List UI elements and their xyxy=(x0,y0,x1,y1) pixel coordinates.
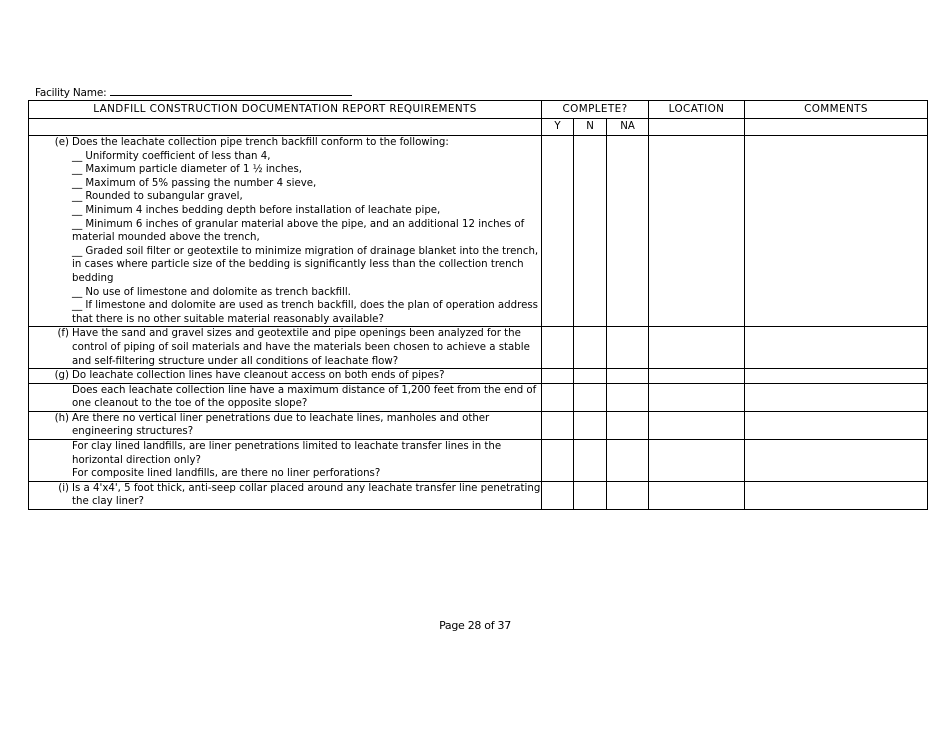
requirement-question xyxy=(72,412,541,439)
requirement-question xyxy=(72,384,541,411)
requirement-line: For clay lined landfills, are liner penetrations limited to leachate transfer lines in the horizontal direction only? xyxy=(72,441,502,466)
requirement-line: Are there no vertical liner penetrations due to leachate lines, manholes and other engineering structures? xyxy=(72,412,490,438)
requirement-line: Is a 4'x4', 5 foot thick, anti-seep collar placed around any leachate transfer line penetrating the clay liner? xyxy=(72,482,541,508)
requirement-question xyxy=(72,440,541,481)
requirement-row xyxy=(29,383,928,411)
complete-y-cell[interactable] xyxy=(542,481,574,509)
subheader-blank xyxy=(29,119,542,136)
requirement-question xyxy=(72,482,541,509)
requirement-text-cell xyxy=(29,327,542,369)
requirement-text-cell xyxy=(29,411,542,439)
complete-y-header: Y xyxy=(542,119,574,136)
comments-cell[interactable] xyxy=(745,411,928,439)
requirement-line: __ Minimum 4 inches bedding depth before installation of leachate pipe, xyxy=(72,204,441,216)
page-number: Page 28 of 37 xyxy=(439,619,511,632)
requirement-line: For composite lined landfills, are there no liner perforations? xyxy=(72,468,381,480)
requirement-row xyxy=(29,481,928,509)
complete-n-cell[interactable] xyxy=(574,481,607,509)
requirement-row xyxy=(29,327,928,369)
comments-cell[interactable] xyxy=(745,369,928,384)
location-cell[interactable] xyxy=(649,327,745,369)
comments-header: COMMENTS xyxy=(745,101,928,119)
requirement-line: Does each leachate collection line have a maximum distance of 1,200 feet from the end of one cleanout to the toe of the opposite slope? xyxy=(72,384,537,410)
requirement-question xyxy=(72,327,541,368)
complete-y-cell[interactable] xyxy=(542,136,574,327)
requirement-line: __ Rounded to subangular gravel, xyxy=(72,191,243,203)
complete-n-cell[interactable] xyxy=(574,440,607,482)
facility-name-field xyxy=(35,86,352,99)
complete-n-cell[interactable] xyxy=(574,383,607,411)
requirement-text-cell xyxy=(29,136,542,327)
facility-name-label: Facility Name: xyxy=(35,87,107,99)
complete-n-cell[interactable] xyxy=(574,369,607,384)
requirement-row xyxy=(29,440,928,482)
comments-cell[interactable] xyxy=(745,136,928,327)
requirement-line: __ Graded soil filter or geotextile to minimize migration of drainage blanket into the trench, in cases where particle size of the bedding is significantly less than the collection trench bedding xyxy=(72,245,539,284)
requirement-row xyxy=(29,369,928,384)
requirement-label: (e) xyxy=(54,137,69,148)
requirement-row xyxy=(29,136,928,327)
requirement-line: Does the leachate collection pipe trench backfill conform to the following: xyxy=(72,137,449,148)
complete-na-cell[interactable] xyxy=(607,411,649,439)
complete-na-header: NA xyxy=(607,119,649,136)
requirement-label: (f) xyxy=(57,328,69,340)
header-row xyxy=(29,101,928,119)
location-cell[interactable] xyxy=(649,481,745,509)
comments-cell[interactable] xyxy=(745,383,928,411)
complete-y-cell[interactable] xyxy=(542,327,574,369)
requirement-line: Have the sand and gravel sizes and geotextile and pipe openings been analyzed for the control of piping of soil materials and have the materials been chosen to achieve a stable and self-filtering structure under all conditions of leachate flow? xyxy=(72,328,530,367)
complete-header: COMPLETE? xyxy=(542,101,649,119)
requirement-line: __ Maximum particle diameter of 1 ½ inches, xyxy=(72,164,302,176)
comments-cell[interactable] xyxy=(745,327,928,369)
requirement-label: (i) xyxy=(58,482,69,494)
requirement-line: __ Maximum of 5% passing the number 4 sieve, xyxy=(72,177,317,189)
complete-y-cell[interactable] xyxy=(542,440,574,482)
complete-n-cell[interactable] xyxy=(574,411,607,439)
complete-y-cell[interactable] xyxy=(542,383,574,411)
comments-cell[interactable] xyxy=(745,481,928,509)
requirements-table xyxy=(28,100,928,510)
requirement-text-cell xyxy=(29,369,542,384)
requirement-question xyxy=(72,136,541,326)
location-cell[interactable] xyxy=(649,440,745,482)
comments-cell[interactable] xyxy=(745,440,928,482)
complete-n-cell[interactable] xyxy=(574,327,607,369)
location-cell[interactable] xyxy=(649,383,745,411)
complete-na-cell[interactable] xyxy=(607,327,649,369)
requirement-text-cell xyxy=(29,481,542,509)
requirement-text-cell xyxy=(29,440,542,482)
location-cell[interactable] xyxy=(649,136,745,327)
location-cell[interactable] xyxy=(649,411,745,439)
location-cell[interactable] xyxy=(649,369,745,384)
subheader-row xyxy=(29,119,928,136)
requirement-line: Do leachate collection lines have cleanout access on both ends of pipes? xyxy=(72,370,445,382)
subheader-location-blank xyxy=(649,119,745,136)
complete-na-cell[interactable] xyxy=(607,369,649,384)
complete-na-cell[interactable] xyxy=(607,481,649,509)
subheader-comments-blank xyxy=(745,119,928,136)
requirement-question xyxy=(72,369,541,383)
facility-name-blank xyxy=(110,86,352,96)
complete-y-cell[interactable] xyxy=(542,411,574,439)
requirement-line: __ No use of limestone and dolomite as trench backfill. xyxy=(72,286,351,298)
requirement-line: __ If limestone and dolomite are used as trench backfill, does the plan of operation address that there is no other suitable material reasonably available? xyxy=(72,300,538,325)
complete-na-cell[interactable] xyxy=(607,383,649,411)
requirement-label: (h) xyxy=(54,412,69,424)
requirement-line: __ Minimum 6 inches of granular material above the pipe, and an additional 12 inches of material mounded above the trench, xyxy=(72,218,525,244)
complete-na-cell[interactable] xyxy=(607,440,649,482)
complete-n-cell[interactable] xyxy=(574,136,607,327)
complete-y-cell[interactable] xyxy=(542,369,574,384)
requirement-label: (g) xyxy=(54,370,69,382)
complete-n-header: N xyxy=(574,119,607,136)
requirements-header: LANDFILL CONSTRUCTION DOCUMENTATION REPORT REQUIREMENTS xyxy=(29,101,542,119)
requirement-line: __ Uniformity coefficient of less than 4, xyxy=(72,150,271,162)
requirement-text-cell xyxy=(29,383,542,411)
location-header: LOCATION xyxy=(649,101,745,119)
requirement-row xyxy=(29,411,928,439)
complete-na-cell[interactable] xyxy=(607,136,649,327)
